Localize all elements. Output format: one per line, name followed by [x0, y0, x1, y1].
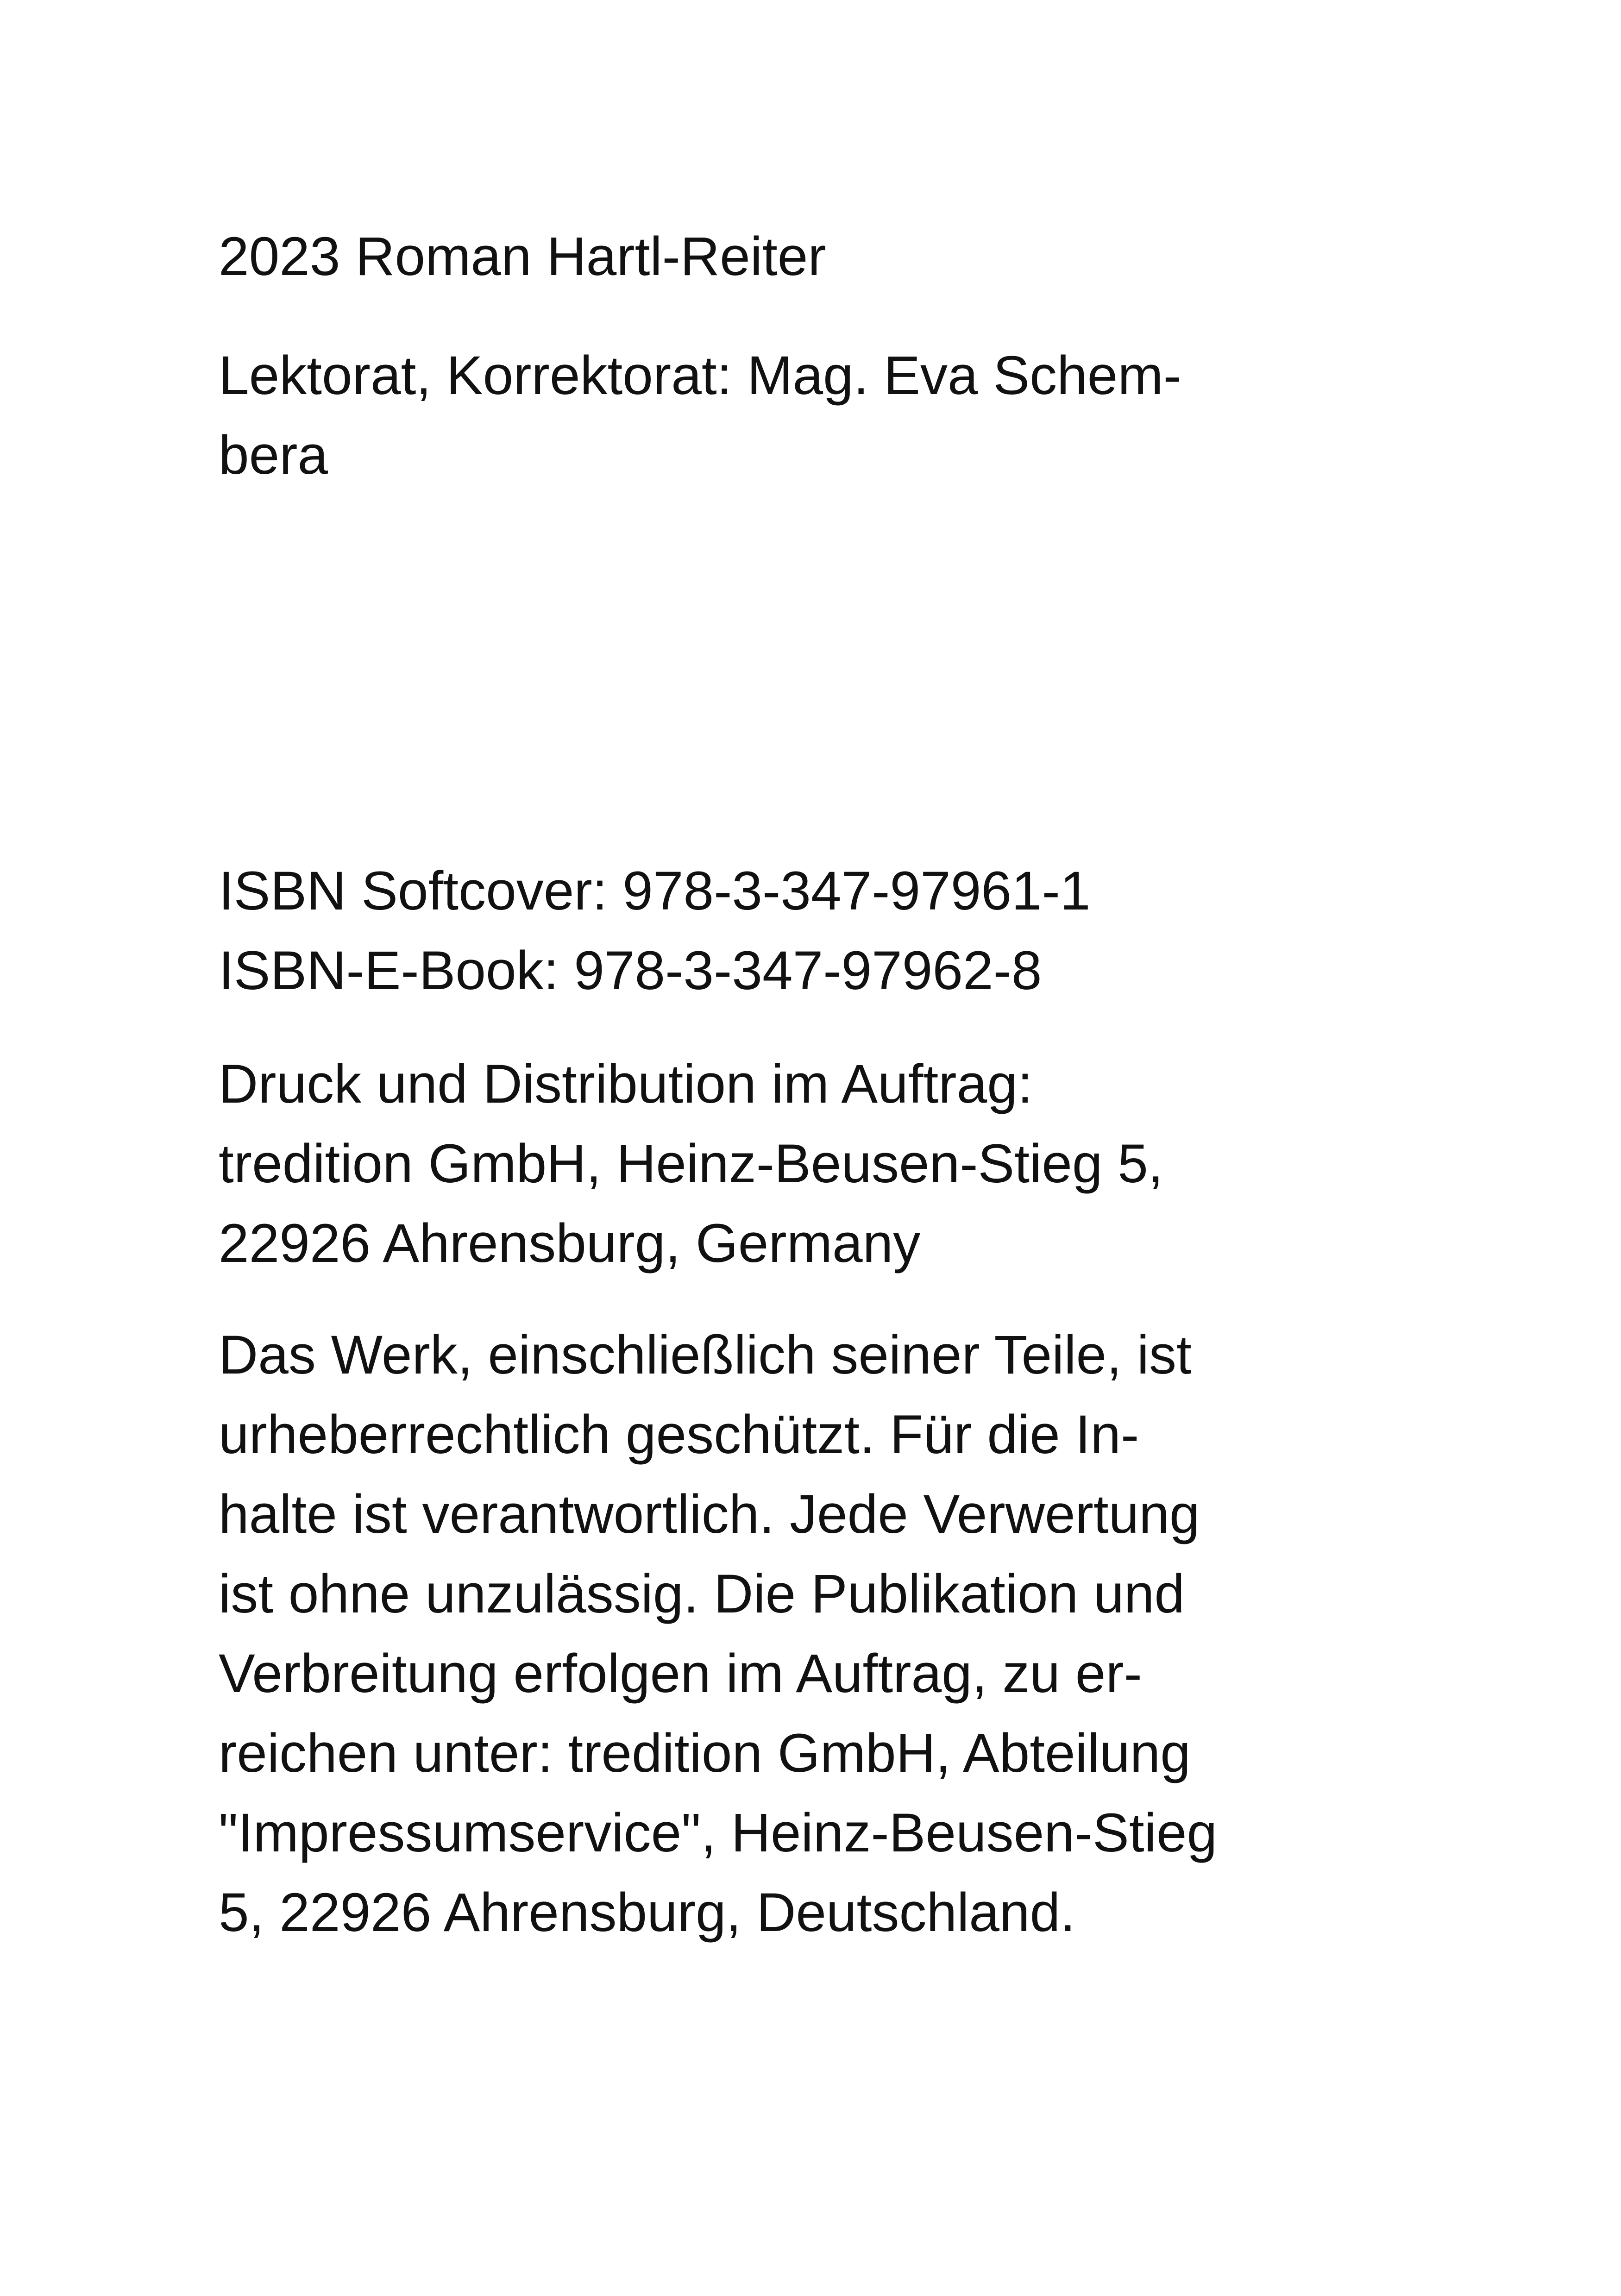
copyright-statement-line-3: halte ist verantwortlich. Jede Verwertung	[219, 1484, 1200, 1545]
editing-credits	[219, 336, 1339, 495]
copyright-statement-line-6: reichen unter: tredition GmbH, Abteilung	[219, 1723, 1191, 1784]
print-distribution-line-1: Druck und Distribution im Auftrag:	[219, 1054, 1033, 1115]
editing-credits-line-2: bera	[219, 425, 328, 486]
isbn-ebook: ISBN-E-Book: 978-3-347-97962-8	[219, 940, 1042, 1001]
copyright-statement-line-4: ist ohne unzulässig. Die Publikation und	[219, 1563, 1185, 1625]
isbn-softcover: ISBN Softcover: 978-3-347-97961-1	[219, 860, 1091, 922]
editing-credits-line-1: Lektorat, Korrektorat: Mag. Eva Schem-	[219, 345, 1181, 406]
copyright-statement	[219, 1315, 1339, 1952]
print-distribution-line-2: tredition GmbH, Heinz-Beusen-Stieg 5,	[219, 1133, 1163, 1194]
print-distribution-block	[219, 1044, 1339, 1283]
copyright-statement-line-1: Das Werk, einschließlich seiner Teile, ist	[219, 1324, 1192, 1386]
copyright-line: 2023 Roman Hartl-Reiter	[219, 226, 826, 287]
isbn-block	[219, 851, 1339, 1010]
copyright-statement-line-5: Verbreitung erfolgen im Auftrag, zu er-	[219, 1643, 1142, 1704]
copyright-statement-line-7: "Impressumservice", Heinz-Beusen-Stieg	[219, 1802, 1218, 1863]
copyright-statement-line-8: 5, 22926 Ahrensburg, Deutschland.	[219, 1882, 1075, 1943]
copyright-notice	[219, 217, 1339, 296]
print-distribution-line-3: 22926 Ahrensburg, Germany	[219, 1213, 921, 1274]
copyright-statement-line-2: urheberrechtlich geschützt. Für die In-	[219, 1404, 1139, 1465]
